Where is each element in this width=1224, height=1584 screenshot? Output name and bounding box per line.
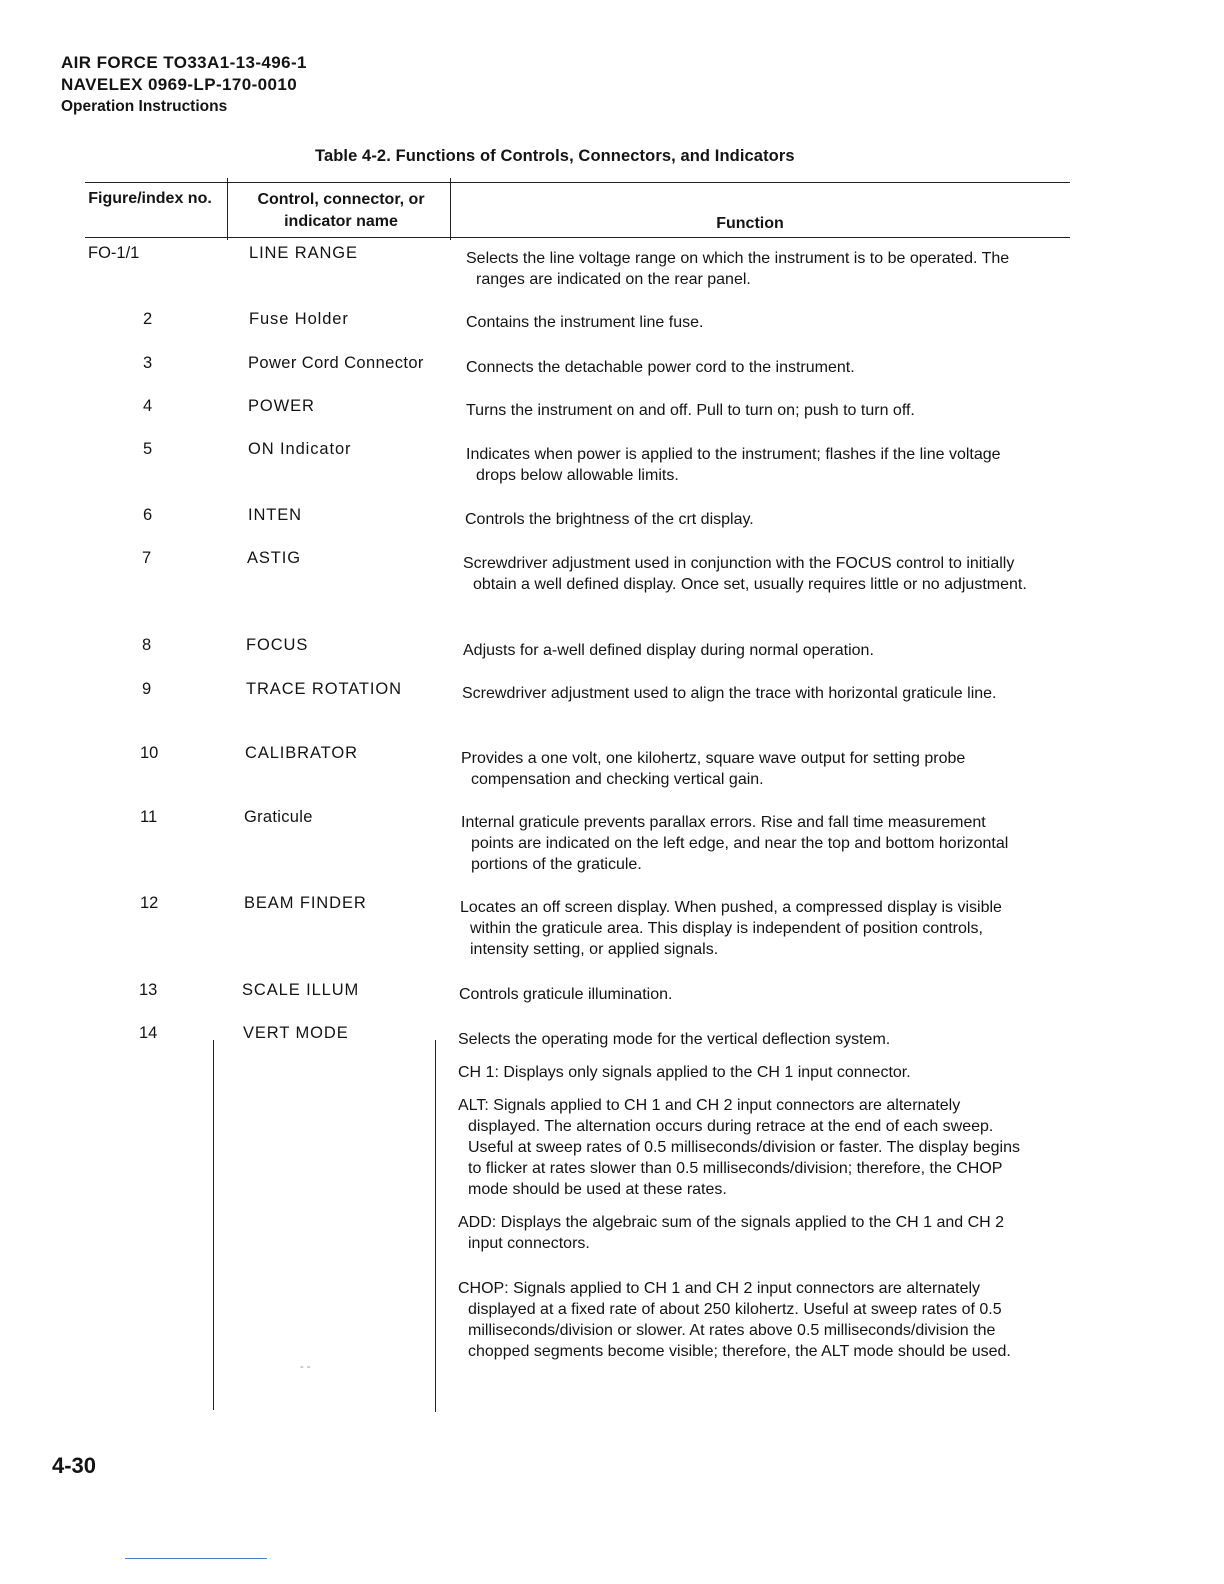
- table-title: Table 4-2. Functions of Controls, Connectors, and Indicators: [315, 147, 795, 165]
- page-number: 4-30: [52, 1453, 97, 1478]
- column-header-name-line2: indicator name: [284, 213, 398, 230]
- row-index: 11: [140, 808, 158, 826]
- column-header-name: [232, 189, 450, 233]
- row-function: [458, 1029, 1033, 1362]
- function-paragraph: Adjusts for a-well defined display during normal operation.: [463, 642, 874, 659]
- row-index: 7: [142, 549, 152, 567]
- column-divider-left-lower: [213, 1040, 214, 1410]
- row-function: [459, 984, 1059, 1005]
- row-function: [466, 312, 1066, 333]
- row-function: [466, 248, 1056, 290]
- row-index: 10: [140, 744, 159, 762]
- row-index: 6: [143, 506, 153, 524]
- row-function: [461, 748, 1046, 790]
- row-name: BEAM FINDER: [244, 894, 367, 912]
- row-name: Power Cord Connector: [248, 354, 424, 372]
- row-function: [462, 683, 1047, 704]
- row-function: [461, 812, 1026, 875]
- row-name: TRACE ROTATION: [246, 680, 402, 698]
- row-name: SCALE ILLUM: [242, 981, 360, 999]
- row-index: 12: [140, 894, 159, 912]
- function-paragraph-alt: ALT: Signals applied to CH 1 and CH 2 input connectors are alternately displayed. The alternation occurs during retrace at the end of each sweep. Useful at sweep rates of 0.5 milliseconds/division or faster. The display begins to flicker at rates slower than 0.5 milliseconds/division; therefore, the CHOP mode should be used at these rates.: [458, 1097, 1020, 1198]
- row-name: VERT MODE: [243, 1024, 349, 1042]
- row-name: Fuse Holder: [249, 310, 349, 328]
- function-paragraph: Screwdriver adjustment used in conjunction with the FOCUS control to initially obtain a well defined display. Once set, usually requires little or no adjustment.: [463, 555, 1027, 593]
- row-index: 3: [143, 354, 153, 372]
- function-paragraph: Controls graticule illumination.: [459, 986, 673, 1003]
- function-paragraph: Contains the instrument line fuse.: [466, 314, 704, 331]
- function-paragraph: Connects the detachable power cord to the instrument.: [466, 359, 855, 376]
- column-header-name-line1: Control, connector, or: [257, 191, 425, 208]
- function-paragraph-ch1: CH 1: Displays only signals applied to the CH 1 input connector.: [458, 1064, 911, 1081]
- row-index: 8: [142, 636, 152, 654]
- function-paragraph: Indicates when power is applied to the instrument; flashes if the line voltage drops below allowable limits.: [466, 446, 1001, 484]
- row-name: LINE RANGE: [249, 244, 358, 262]
- row-function: [463, 640, 1063, 661]
- row-index: 14: [139, 1024, 158, 1042]
- row-index: 4: [143, 397, 153, 415]
- function-paragraph: Selects the line voltage range on which the instrument is to be operated. The ranges are indicated on the rear panel.: [466, 250, 1010, 288]
- row-name: ASTIG: [247, 549, 302, 567]
- function-paragraph: Selects the operating mode for the vertical deflection system.: [458, 1031, 891, 1048]
- row-name: ON Indicator: [248, 440, 352, 458]
- row-name: POWER: [248, 397, 315, 415]
- row-function: [466, 400, 1066, 421]
- column-divider-right-lower: [435, 1040, 436, 1412]
- table-header-rule: [85, 237, 1070, 238]
- row-index: 13: [139, 981, 158, 999]
- function-paragraph: Provides a one volt, one kilohertz, square wave output for setting probe compensation and checking vertical gain.: [461, 750, 966, 788]
- row-function: [465, 509, 1065, 530]
- table-top-rule: [85, 182, 1070, 183]
- row-function: [463, 553, 1048, 595]
- header-air-force-number: AIR FORCE TO33A1-13-496-1: [61, 53, 307, 72]
- row-name: FOCUS: [246, 636, 309, 654]
- row-index: FO-1/1: [88, 244, 140, 262]
- column-divider-right: [450, 178, 451, 240]
- row-index: 5: [143, 440, 153, 458]
- function-paragraph-chop: CHOP: Signals applied to CH 1 and CH 2 input connectors are alternately displayed at a fixed rate of about 250 kilohertz. Useful at sweep rates of 0.5 milliseconds/division or slower. At rates above 0.5 milliseconds/division the chopped segments become visible; therefore, the ALT mode should be used.: [458, 1280, 1011, 1360]
- footer-rule: [125, 1558, 267, 1559]
- function-paragraph: Controls the brightness of the crt display.: [465, 511, 754, 528]
- scan-speck: - -: [300, 1361, 311, 1373]
- function-paragraph: Turns the instrument on and off. Pull to turn on; push to turn off.: [466, 402, 915, 419]
- function-paragraph-add: ADD: Displays the algebraic sum of the signals applied to the CH 1 and CH 2 input connectors.: [458, 1214, 1005, 1252]
- header-section: Operation Instructions: [61, 98, 228, 115]
- row-name: Graticule: [244, 808, 313, 826]
- row-name: INTEN: [248, 506, 302, 524]
- header-navelex-number: NAVELEX 0969-LP-170-0010: [61, 75, 298, 94]
- row-function: [466, 357, 1066, 378]
- row-function: [460, 897, 1015, 960]
- function-paragraph: Internal graticule prevents parallax errors. Rise and fall time measurement points are indicated on the left edge, and near the top and bottom horizontal portions of the graticule.: [461, 814, 1009, 873]
- column-divider-left: [227, 178, 228, 240]
- row-name: CALIBRATOR: [245, 744, 358, 762]
- column-header-figure: Figure/index no.: [88, 190, 212, 207]
- column-header-function: Function: [716, 215, 784, 232]
- function-paragraph: Locates an off screen display. When pushed, a compressed display is visible within the graticule area. This display is independent of position controls, intensity setting, or applied signals.: [460, 899, 1002, 958]
- row-index: 2: [143, 310, 153, 328]
- row-index: 9: [142, 680, 152, 698]
- document-header: [61, 52, 307, 118]
- row-function: [466, 444, 1026, 486]
- function-paragraph: Screwdriver adjustment used to align the trace with horizontal graticule line.: [462, 685, 997, 702]
